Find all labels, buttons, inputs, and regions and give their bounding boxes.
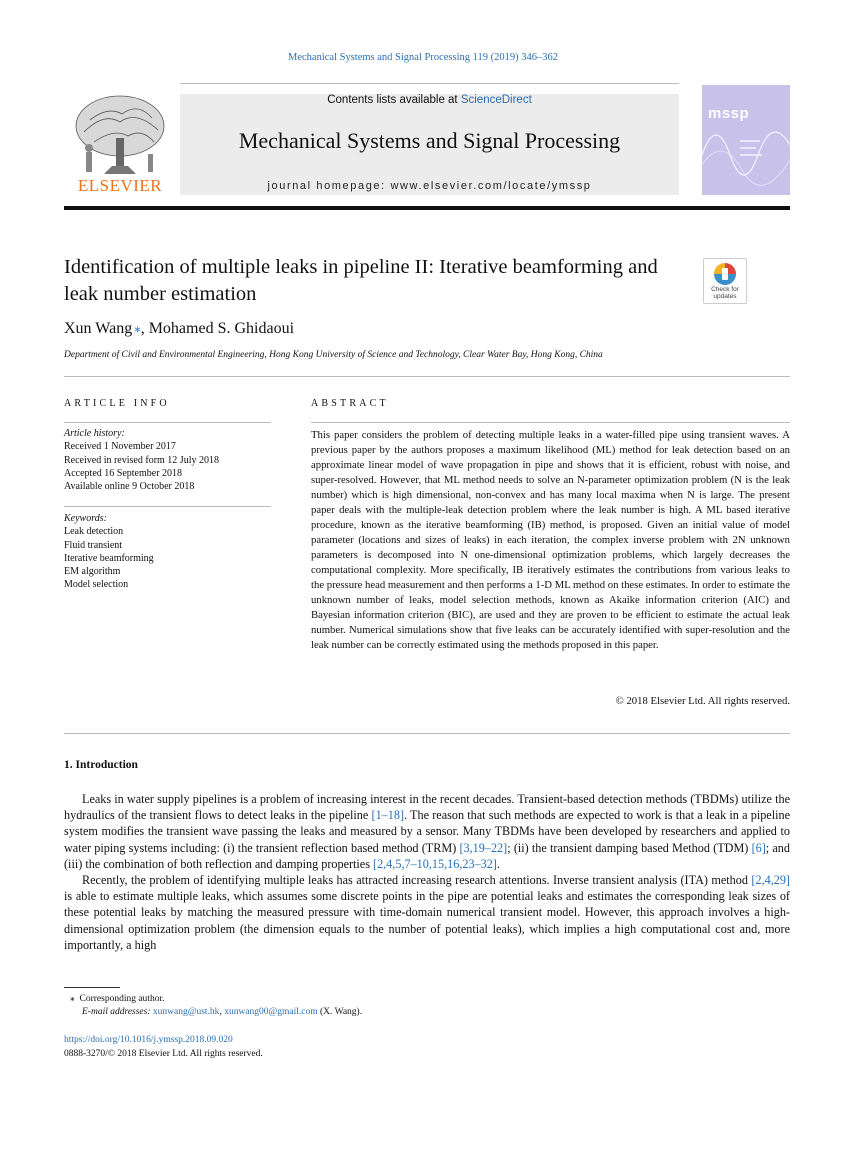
- citation-link[interactable]: [3,19–22]: [459, 840, 508, 855]
- elsevier-tree-icon: [64, 92, 176, 178]
- intro-paragraph-2: [64, 872, 790, 953]
- crossmark-label: Check for updates: [711, 286, 739, 300]
- keyword-item: Leak detection: [64, 526, 124, 538]
- text-run: Recently, the problem of identifying multiple leaks has attracted increasing research attentions. Inverse transient analysis (ITA) method: [82, 873, 752, 888]
- abstract-heading: ABSTRACT: [311, 398, 389, 409]
- journal-banner: [180, 94, 679, 195]
- doi-link[interactable]: https://doi.org/10.1016/j.ymssp.2018.09.020: [64, 1035, 233, 1045]
- history-item: Received in revised form 12 July 2018: [64, 454, 219, 466]
- intro-paragraph-1: [64, 791, 790, 872]
- email-separator: ,: [219, 1007, 225, 1017]
- author-1[interactable]: Xun Wang: [64, 320, 133, 337]
- elsevier-logo[interactable]: [64, 92, 176, 196]
- history-item: Accepted 16 September 2018: [64, 467, 183, 479]
- keyword-item: Fluid transient: [64, 539, 123, 551]
- email-link-1[interactable]: xunwang@ust.hk: [152, 1007, 220, 1017]
- journal-cover[interactable]: [702, 85, 790, 195]
- text-run: .: [496, 856, 500, 871]
- cover-wave-icon: [702, 85, 790, 195]
- citation-link[interactable]: [6]: [751, 840, 766, 855]
- email-label: E-mail addresses:: [82, 1007, 153, 1017]
- keyword-item: Iterative beamforming: [64, 552, 154, 564]
- history-item: Received 1 November 2017: [64, 441, 176, 453]
- article-title: Identification of multiple leaks in pipeline II: Iterative beamforming and leak number estimation: [64, 256, 658, 305]
- info-rule-top: [64, 422, 271, 423]
- footnote-corresponding: [70, 993, 164, 1004]
- journal-name: Mechanical Systems and Signal Processing: [238, 128, 621, 153]
- footnote-rule: [64, 987, 120, 988]
- sciencedirect-link[interactable]: ScienceDirect: [460, 94, 532, 106]
- text-run: ; (ii) the transient damping based Method (TDM): [507, 840, 752, 855]
- history-label: Article history:: [64, 428, 125, 439]
- citation-link[interactable]: [1–18]: [371, 808, 405, 823]
- cover-title: mssp: [708, 105, 750, 122]
- citation-link[interactable]: [2,4,29]: [751, 873, 790, 888]
- contents-line: [180, 94, 679, 106]
- author-2[interactable]: Mohamed S. Ghidaoui: [148, 320, 295, 337]
- text-run: ; and (iii) the combination of both reflection and damping properties: [64, 840, 790, 871]
- header-thick-rule: [64, 206, 790, 210]
- article-history: [64, 427, 271, 493]
- author-list: [64, 320, 294, 338]
- abstract-text: This paper considers the problem of detecting multiple leaks in a water-filled pipe using transient waves. A previous paper by the authors proposes a maximum likelihood (ML) method for leak detection based on an approximate linear model of wave propagation in pipe and shows that it is efficient, robust with noise, and super-resolved. However, that ML method needs to solve an N-parameter optimization problem (N is the leak number) which is high dimensional, non-convex and has many local maxima when N is large. The present paper deals with the multiple-leak detection problem where the leak number is high. A ML based iterative procedure, known as the iterative beamforming (IB) method, is proposed. Given an initial value of model parameter (locations and sizes of leaks) in each iteration, the complex inverse problem with 2N unknown parameters is decomposed into N one-dimensional optimization problems, which largely decreases the computational complexity. More specifically, IB iteratively estimates the contributions from various leaks to the pressure head measurement and then performs a 1-D ML method on these estimates. In order to estimate the unknown number of leaks, model selection methods, known as Akaike information criterion (AIC) and Bayesian information criterion (BIC), are used and they are proven to be efficient to estimate the actual leak number. Numerical simulations show that five leaks can be accurately identified with super-resolution and the leak number can be correctly estimated using the methods proposed in this paper.: [311, 429, 790, 651]
- affiliation-rule: [64, 376, 790, 377]
- keyword-item: Model selection: [64, 579, 129, 591]
- keywords: [64, 512, 271, 592]
- abstract-copyright: © 2018 Elsevier Ltd. All rights reserved.: [615, 695, 790, 707]
- keywords-label: Keywords:: [64, 513, 107, 524]
- section-heading-introduction: 1. Introduction: [64, 759, 138, 771]
- history-item: Available online 9 October 2018: [64, 481, 195, 493]
- email-link-2[interactable]: xunwang00@gmail.com: [224, 1007, 318, 1017]
- text-run: . The reason that such methods are expected to work is that a leak in a pipeline system modifies the transient wave passing the leaks and measured by a sensor. Many TBDMs have been developed by researchers and applied to water piping systems including: (i) the transient reflection based method (TRM): [64, 808, 790, 855]
- affiliation: Department of Civil and Environmental Engineering, Hong Kong University of Science and Technology, Clear Water Bay, Hong Kong, China: [64, 350, 603, 360]
- abstract-rule-top: [311, 422, 790, 423]
- info-rule-mid: [64, 506, 271, 507]
- footnote-corresponding-text: Corresponding author.: [79, 994, 165, 1004]
- contents-prefix: Contents lists available at: [327, 94, 461, 106]
- intro-body: [64, 791, 790, 953]
- citation-link[interactable]: [2,4,5,7–10,15,16,23–32]: [373, 856, 497, 871]
- email-suffix: (X. Wang).: [317, 1007, 363, 1017]
- footnote-emails: [82, 1007, 362, 1017]
- elsevier-logo-text: ELSEVIER: [77, 176, 163, 195]
- footnote-mark: ⁎: [70, 994, 75, 1004]
- text-run: is able to estimate multiple leaks, which assumes some discrete points in the pipe are potential leaks and estimates the corresponding leak sizes of these potential leaks by matching the measured pressure with time-domain numerical transient model. However, this approach involves a high-dimensional optimization problem (the dimension equals to the number of potential leaks), which implies a high computational cost and, more importantly, a high: [64, 889, 790, 952]
- crossmark-icon: [704, 259, 746, 289]
- journal-homepage[interactable]: journal homepage: www.elsevier.com/locate/ymssp: [267, 180, 592, 192]
- text-run: Leaks in water supply pipelines is a problem of increasing interest in the recent decades. Transient-based detection methods (TBDMs) utilize the hydraulics of the transient flows to detect leaks in the pipeline: [64, 792, 790, 823]
- abstract-rule-bottom: [64, 733, 790, 734]
- crossmark-badge[interactable]: [703, 258, 747, 304]
- keyword-item: EM algorithm: [64, 566, 121, 578]
- header-top-rule: [180, 83, 679, 84]
- article-info-heading: ARTICLE INFO: [64, 398, 170, 409]
- author-separator: ,: [140, 320, 149, 337]
- issn-line: 0888-3270/© 2018 Elsevier Ltd. All rights reserved.: [64, 1049, 263, 1059]
- journal-reference[interactable]: Mechanical Systems and Signal Processing 119 (2019) 346–362: [288, 52, 558, 63]
- corresponding-author-mark[interactable]: ⁎: [134, 320, 141, 335]
